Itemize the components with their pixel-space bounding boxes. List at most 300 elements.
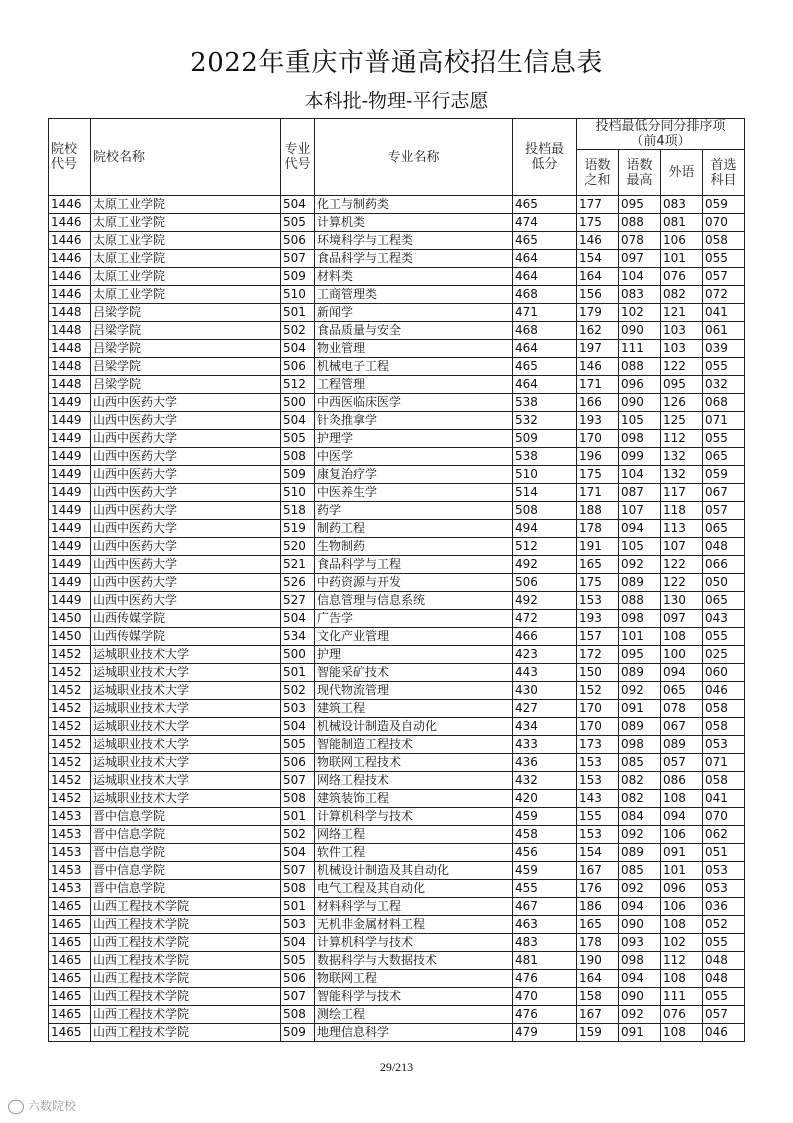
watermark-logo-icon — [8, 1100, 24, 1114]
cell-major-name: 材料科学与工程 — [315, 898, 513, 916]
cell-min-score: 532 — [513, 412, 577, 430]
cell-school-name: 山西工程技术学院 — [91, 988, 281, 1006]
cell-major-code: 508 — [281, 1006, 315, 1024]
cell-major-name: 建筑装饰工程 — [315, 790, 513, 808]
header-major-name: 专业名称 — [315, 119, 513, 196]
cell-foreign-language: 095 — [661, 376, 703, 394]
cell-foreign-language: 102 — [661, 934, 703, 952]
cell-chinese-math-max: 095 — [619, 646, 661, 664]
cell-major-name: 护理学 — [315, 430, 513, 448]
cell-min-score: 494 — [513, 520, 577, 538]
cell-school-name: 山西中医药大学 — [91, 520, 281, 538]
table-row — [49, 1024, 745, 1042]
cell-chinese-math-sum: 171 — [577, 484, 619, 502]
cell-major-name: 中医养生学 — [315, 484, 513, 502]
cell-first-subject: 048 — [703, 538, 745, 556]
cell-major-name: 机械设计制造及自动化 — [315, 718, 513, 736]
table-row — [49, 610, 745, 628]
cell-chinese-math-sum: 196 — [577, 448, 619, 466]
cell-first-subject: 041 — [703, 790, 745, 808]
cell-min-score: 472 — [513, 610, 577, 628]
cell-school-name: 吕梁学院 — [91, 340, 281, 358]
cell-foreign-language: 057 — [661, 754, 703, 772]
cell-school-name: 吕梁学院 — [91, 304, 281, 322]
cell-major-code: 512 — [281, 376, 315, 394]
cell-foreign-language: 118 — [661, 502, 703, 520]
cell-first-subject: 058 — [703, 772, 745, 790]
cell-school-code: 1449 — [49, 502, 91, 520]
cell-major-code: 501 — [281, 664, 315, 682]
cell-school-name: 山西传媒学院 — [91, 628, 281, 646]
cell-foreign-language: 122 — [661, 556, 703, 574]
cell-foreign-language: 112 — [661, 430, 703, 448]
cell-chinese-math-max: 085 — [619, 754, 661, 772]
cell-school-name: 吕梁学院 — [91, 358, 281, 376]
cell-school-name: 晋中信息学院 — [91, 862, 281, 880]
cell-chinese-math-sum: 146 — [577, 232, 619, 250]
cell-major-name: 广告学 — [315, 610, 513, 628]
cell-school-name: 运城职业技术大学 — [91, 646, 281, 664]
cell-min-score: 476 — [513, 970, 577, 988]
cell-major-name: 计算机科学与技术 — [315, 934, 513, 952]
cell-major-code: 505 — [281, 214, 315, 232]
cell-school-name: 太原工业学院 — [91, 286, 281, 304]
cell-school-code: 1452 — [49, 664, 91, 682]
cell-chinese-math-max: 102 — [619, 304, 661, 322]
table-row — [49, 718, 745, 736]
cell-major-name: 生物制药 — [315, 538, 513, 556]
table-row — [49, 538, 745, 556]
cell-first-subject: 072 — [703, 286, 745, 304]
cell-first-subject: 061 — [703, 322, 745, 340]
cell-first-subject: 055 — [703, 988, 745, 1006]
cell-foreign-language: 122 — [661, 574, 703, 592]
cell-min-score: 464 — [513, 250, 577, 268]
cell-major-name: 物联网工程技术 — [315, 754, 513, 772]
cell-min-score: 430 — [513, 682, 577, 700]
cell-min-score: 483 — [513, 934, 577, 952]
table-row — [49, 394, 745, 412]
cell-min-score: 467 — [513, 898, 577, 916]
cell-school-name: 太原工业学院 — [91, 268, 281, 286]
cell-major-code: 527 — [281, 592, 315, 610]
cell-school-name: 山西传媒学院 — [91, 610, 281, 628]
cell-min-score: 465 — [513, 196, 577, 214]
cell-min-score: 470 — [513, 988, 577, 1006]
cell-foreign-language: 091 — [661, 844, 703, 862]
cell-major-code: 506 — [281, 970, 315, 988]
cell-chinese-math-max: 088 — [619, 592, 661, 610]
cell-school-code: 1453 — [49, 826, 91, 844]
cell-foreign-language: 125 — [661, 412, 703, 430]
cell-first-subject: 065 — [703, 520, 745, 538]
cell-school-name: 吕梁学院 — [91, 376, 281, 394]
cell-major-code: 506 — [281, 232, 315, 250]
cell-foreign-language: 082 — [661, 286, 703, 304]
cell-min-score: 443 — [513, 664, 577, 682]
cell-chinese-math-max: 098 — [619, 610, 661, 628]
cell-first-subject: 066 — [703, 556, 745, 574]
cell-chinese-math-max: 098 — [619, 430, 661, 448]
cell-school-name: 晋中信息学院 — [91, 826, 281, 844]
cell-first-subject: 043 — [703, 610, 745, 628]
cell-chinese-math-max: 111 — [619, 340, 661, 358]
cell-min-score: 420 — [513, 790, 577, 808]
cell-school-code: 1452 — [49, 790, 91, 808]
cell-chinese-math-max: 096 — [619, 376, 661, 394]
table-row — [49, 664, 745, 682]
cell-min-score: 463 — [513, 916, 577, 934]
cell-min-score: 506 — [513, 574, 577, 592]
cell-school-name: 山西中医药大学 — [91, 574, 281, 592]
cell-chinese-math-max: 088 — [619, 214, 661, 232]
cell-chinese-math-sum: 159 — [577, 1024, 619, 1042]
cell-chinese-math-sum: 188 — [577, 502, 619, 520]
cell-school-name: 晋中信息学院 — [91, 808, 281, 826]
cell-major-name: 环境科学与工程类 — [315, 232, 513, 250]
cell-chinese-math-max: 092 — [619, 826, 661, 844]
cell-major-name: 地理信息科学 — [315, 1024, 513, 1042]
cell-major-code: 502 — [281, 826, 315, 844]
cell-major-code: 510 — [281, 286, 315, 304]
cell-major-name: 中医学 — [315, 448, 513, 466]
cell-first-subject: 065 — [703, 448, 745, 466]
cell-major-name: 网络工程 — [315, 826, 513, 844]
cell-chinese-math-sum: 164 — [577, 268, 619, 286]
cell-first-subject: 046 — [703, 682, 745, 700]
cell-school-code: 1452 — [49, 682, 91, 700]
cell-min-score: 455 — [513, 880, 577, 898]
cell-chinese-math-sum: 177 — [577, 196, 619, 214]
cell-school-code: 1446 — [49, 232, 91, 250]
cell-min-score: 459 — [513, 862, 577, 880]
cell-major-code: 504 — [281, 844, 315, 862]
cell-major-code: 503 — [281, 916, 315, 934]
table-row — [49, 844, 745, 862]
cell-first-subject: 059 — [703, 466, 745, 484]
cell-chinese-math-max: 097 — [619, 250, 661, 268]
cell-first-subject: 048 — [703, 952, 745, 970]
table-row — [49, 520, 745, 538]
cell-major-name: 食品质量与安全 — [315, 322, 513, 340]
cell-chinese-math-sum: 156 — [577, 286, 619, 304]
cell-first-subject: 055 — [703, 250, 745, 268]
cell-school-name: 山西工程技术学院 — [91, 1024, 281, 1042]
cell-min-score: 456 — [513, 844, 577, 862]
cell-chinese-math-max: 089 — [619, 718, 661, 736]
table-row — [49, 934, 745, 952]
cell-major-name: 智能制造工程技术 — [315, 736, 513, 754]
cell-chinese-math-max: 090 — [619, 916, 661, 934]
table-row — [49, 952, 745, 970]
cell-first-subject: 058 — [703, 718, 745, 736]
cell-first-subject: 070 — [703, 808, 745, 826]
cell-min-score: 514 — [513, 484, 577, 502]
cell-foreign-language: 106 — [661, 898, 703, 916]
cell-min-score: 538 — [513, 448, 577, 466]
cell-chinese-math-sum: 153 — [577, 754, 619, 772]
cell-chinese-math-sum: 173 — [577, 736, 619, 754]
cell-school-code: 1465 — [49, 934, 91, 952]
cell-foreign-language: 094 — [661, 664, 703, 682]
table-row — [49, 790, 745, 808]
cell-major-name: 制药工程 — [315, 520, 513, 538]
table-row — [49, 376, 745, 394]
cell-school-code: 1449 — [49, 448, 91, 466]
cell-chinese-math-max: 104 — [619, 466, 661, 484]
cell-major-code: 526 — [281, 574, 315, 592]
header-chinese-math-sum: 语数之和 — [577, 150, 619, 196]
cell-major-code: 534 — [281, 628, 315, 646]
cell-min-score: 492 — [513, 592, 577, 610]
cell-school-code: 1465 — [49, 988, 91, 1006]
cell-min-score: 509 — [513, 430, 577, 448]
cell-chinese-math-sum: 143 — [577, 790, 619, 808]
cell-major-name: 针灸推拿学 — [315, 412, 513, 430]
cell-major-name: 护理 — [315, 646, 513, 664]
cell-major-name: 机械电子工程 — [315, 358, 513, 376]
cell-major-code: 509 — [281, 1024, 315, 1042]
cell-major-name: 智能采矿技术 — [315, 664, 513, 682]
cell-foreign-language: 113 — [661, 520, 703, 538]
cell-chinese-math-sum: 178 — [577, 520, 619, 538]
cell-first-subject: 041 — [703, 304, 745, 322]
cell-school-name: 山西工程技术学院 — [91, 970, 281, 988]
cell-min-score: 481 — [513, 952, 577, 970]
page-subtitle: 本科批-物理-平行志愿 — [304, 90, 489, 112]
cell-chinese-math-max: 098 — [619, 952, 661, 970]
cell-chinese-math-sum: 175 — [577, 214, 619, 232]
table-row — [49, 448, 745, 466]
table-row — [49, 502, 745, 520]
cell-chinese-math-max: 093 — [619, 934, 661, 952]
cell-chinese-math-sum: 165 — [577, 556, 619, 574]
cell-min-score: 436 — [513, 754, 577, 772]
cell-school-code: 1446 — [49, 214, 91, 232]
cell-chinese-math-sum: 190 — [577, 952, 619, 970]
cell-chinese-math-sum: 153 — [577, 592, 619, 610]
cell-school-code: 1450 — [49, 628, 91, 646]
cell-first-subject: 071 — [703, 412, 745, 430]
cell-major-code: 508 — [281, 880, 315, 898]
cell-first-subject: 058 — [703, 232, 745, 250]
cell-chinese-math-max: 082 — [619, 772, 661, 790]
cell-foreign-language: 097 — [661, 610, 703, 628]
header-chinese-math-max: 语数最高 — [619, 150, 661, 196]
cell-major-name: 计算机科学与技术 — [315, 808, 513, 826]
cell-first-subject: 039 — [703, 340, 745, 358]
cell-major-code: 509 — [281, 466, 315, 484]
table-row — [49, 250, 745, 268]
cell-foreign-language: 130 — [661, 592, 703, 610]
table-row — [49, 880, 745, 898]
cell-min-score: 465 — [513, 232, 577, 250]
cell-chinese-math-sum: 170 — [577, 430, 619, 448]
admission-table — [48, 118, 745, 1042]
cell-first-subject: 050 — [703, 574, 745, 592]
cell-major-code: 507 — [281, 988, 315, 1006]
cell-major-name: 中药资源与开发 — [315, 574, 513, 592]
cell-school-name: 山西中医药大学 — [91, 430, 281, 448]
cell-min-score: 471 — [513, 304, 577, 322]
cell-chinese-math-sum: 165 — [577, 916, 619, 934]
table-row — [49, 862, 745, 880]
cell-school-code: 1449 — [49, 394, 91, 412]
cell-school-name: 运城职业技术大学 — [91, 718, 281, 736]
cell-major-code: 501 — [281, 808, 315, 826]
cell-chinese-math-max: 092 — [619, 1006, 661, 1024]
cell-school-name: 山西中医药大学 — [91, 538, 281, 556]
header-major-code: 专业代号 — [281, 119, 315, 196]
cell-foreign-language: 108 — [661, 790, 703, 808]
header-first-subject: 首选科目 — [703, 150, 745, 196]
cell-school-name: 晋中信息学院 — [91, 844, 281, 862]
cell-school-name: 山西中医药大学 — [91, 484, 281, 502]
table-row — [49, 1006, 745, 1024]
cell-school-code: 1452 — [49, 718, 91, 736]
cell-school-name: 山西中医药大学 — [91, 502, 281, 520]
table-row — [49, 772, 745, 790]
cell-first-subject: 059 — [703, 196, 745, 214]
table-row — [49, 682, 745, 700]
cell-chinese-math-max: 094 — [619, 520, 661, 538]
cell-school-code: 1446 — [49, 286, 91, 304]
cell-chinese-math-sum: 166 — [577, 394, 619, 412]
cell-foreign-language: 100 — [661, 646, 703, 664]
cell-first-subject: 055 — [703, 934, 745, 952]
cell-school-code: 1465 — [49, 1006, 91, 1024]
cell-min-score: 508 — [513, 502, 577, 520]
cell-foreign-language: 108 — [661, 970, 703, 988]
table-row — [49, 466, 745, 484]
cell-first-subject: 055 — [703, 628, 745, 646]
table-row — [49, 646, 745, 664]
table-row — [49, 304, 745, 322]
cell-chinese-math-sum: 154 — [577, 844, 619, 862]
cell-chinese-math-max: 083 — [619, 286, 661, 304]
table-row — [49, 574, 745, 592]
cell-major-code: 520 — [281, 538, 315, 556]
page-number: 29/213 — [379, 1060, 414, 1074]
header-school-name: 院校名称 — [91, 119, 281, 196]
cell-chinese-math-sum: 157 — [577, 628, 619, 646]
cell-first-subject: 036 — [703, 898, 745, 916]
cell-min-score: 433 — [513, 736, 577, 754]
cell-foreign-language: 132 — [661, 448, 703, 466]
cell-major-code: 505 — [281, 952, 315, 970]
cell-min-score: 465 — [513, 358, 577, 376]
cell-school-code: 1452 — [49, 754, 91, 772]
cell-first-subject: 070 — [703, 214, 745, 232]
cell-school-name: 运城职业技术大学 — [91, 700, 281, 718]
cell-school-code: 1465 — [49, 970, 91, 988]
cell-first-subject: 067 — [703, 484, 745, 502]
cell-foreign-language: 076 — [661, 268, 703, 286]
table-row — [49, 736, 745, 754]
cell-min-score: 423 — [513, 646, 577, 664]
cell-chinese-math-max: 089 — [619, 844, 661, 862]
table-row — [49, 412, 745, 430]
cell-major-name: 软件工程 — [315, 844, 513, 862]
cell-chinese-math-sum: 170 — [577, 700, 619, 718]
cell-chinese-math-sum: 197 — [577, 340, 619, 358]
cell-chinese-math-sum: 175 — [577, 466, 619, 484]
cell-chinese-math-max: 087 — [619, 484, 661, 502]
cell-chinese-math-max: 105 — [619, 538, 661, 556]
cell-chinese-math-max: 101 — [619, 628, 661, 646]
cell-min-score: 479 — [513, 1024, 577, 1042]
cell-major-name: 食品科学与工程 — [315, 556, 513, 574]
cell-major-name: 文化产业管理 — [315, 628, 513, 646]
cell-foreign-language: 121 — [661, 304, 703, 322]
cell-chinese-math-max: 085 — [619, 862, 661, 880]
cell-chinese-math-sum: 170 — [577, 718, 619, 736]
cell-major-name: 物业管理 — [315, 340, 513, 358]
cell-major-code: 507 — [281, 862, 315, 880]
cell-chinese-math-sum: 193 — [577, 610, 619, 628]
cell-first-subject: 060 — [703, 664, 745, 682]
cell-major-name: 物联网工程 — [315, 970, 513, 988]
cell-chinese-math-sum: 171 — [577, 376, 619, 394]
cell-school-code: 1452 — [49, 646, 91, 664]
cell-school-code: 1465 — [49, 916, 91, 934]
cell-chinese-math-max: 094 — [619, 970, 661, 988]
table-row — [49, 898, 745, 916]
cell-school-code: 1449 — [49, 484, 91, 502]
table-row — [49, 484, 745, 502]
cell-chinese-math-sum: 153 — [577, 826, 619, 844]
cell-major-code: 506 — [281, 754, 315, 772]
header-min-score: 投档最低分 — [513, 119, 577, 196]
header-school-code: 院校代号 — [49, 119, 91, 196]
cell-school-name: 运城职业技术大学 — [91, 682, 281, 700]
cell-foreign-language: 112 — [661, 952, 703, 970]
cell-major-code: 504 — [281, 610, 315, 628]
cell-school-name: 太原工业学院 — [91, 214, 281, 232]
cell-chinese-math-sum: 167 — [577, 1006, 619, 1024]
cell-major-code: 504 — [281, 718, 315, 736]
cell-school-name: 晋中信息学院 — [91, 880, 281, 898]
cell-chinese-math-sum: 154 — [577, 250, 619, 268]
table-row — [49, 592, 745, 610]
cell-chinese-math-max: 091 — [619, 700, 661, 718]
cell-first-subject: 048 — [703, 970, 745, 988]
cell-first-subject: 052 — [703, 916, 745, 934]
cell-major-code: 505 — [281, 430, 315, 448]
cell-first-subject: 065 — [703, 592, 745, 610]
cell-school-name: 运城职业技术大学 — [91, 664, 281, 682]
cell-first-subject: 068 — [703, 394, 745, 412]
cell-foreign-language: 103 — [661, 322, 703, 340]
cell-first-subject: 057 — [703, 268, 745, 286]
table-row — [49, 232, 745, 250]
cell-major-name: 工程管理 — [315, 376, 513, 394]
cell-chinese-math-sum: 191 — [577, 538, 619, 556]
cell-school-code: 1449 — [49, 538, 91, 556]
table-row — [49, 628, 745, 646]
cell-school-name: 运城职业技术大学 — [91, 772, 281, 790]
watermark — [8, 1097, 76, 1114]
cell-school-name: 山西工程技术学院 — [91, 898, 281, 916]
cell-major-code: 504 — [281, 412, 315, 430]
cell-chinese-math-max: 090 — [619, 322, 661, 340]
cell-school-name: 山西中医药大学 — [91, 448, 281, 466]
cell-chinese-math-max: 090 — [619, 394, 661, 412]
cell-chinese-math-max: 095 — [619, 196, 661, 214]
cell-chinese-math-max: 092 — [619, 682, 661, 700]
cell-school-code: 1452 — [49, 772, 91, 790]
cell-chinese-math-sum: 179 — [577, 304, 619, 322]
